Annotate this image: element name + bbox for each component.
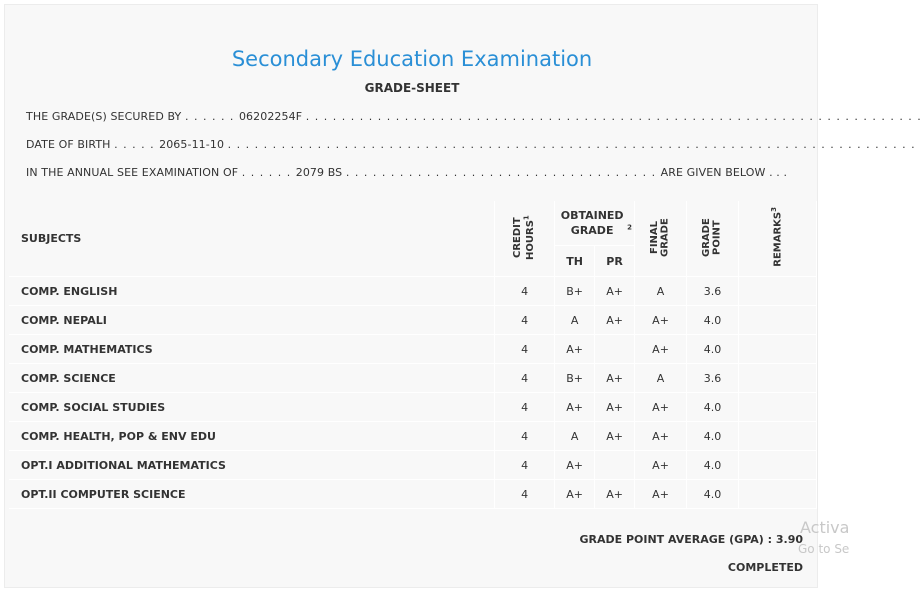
subject-cell: COMP. SCIENCE xyxy=(9,364,495,393)
credit-hours-cell: 4 xyxy=(495,451,555,480)
subject-cell: COMP. ENGLISH xyxy=(9,277,495,306)
subject-cell: COMP. HEALTH, POP & ENV EDU xyxy=(9,422,495,451)
credit-hours-cell: 4 xyxy=(495,306,555,335)
table-row xyxy=(9,335,817,364)
pr-grade-cell: A+ xyxy=(595,422,635,451)
subject-cell: COMP. NEPALI xyxy=(9,306,495,335)
pr-grade-cell: A+ xyxy=(595,480,635,509)
page-title: Secondary Education Examination xyxy=(231,47,593,71)
subject-cell: COMP. SOCIAL STUDIES xyxy=(9,393,495,422)
subject-cell: OPT.II COMPUTER SCIENCE xyxy=(9,480,495,509)
final-grade-cell: A+ xyxy=(635,393,687,422)
activation-watermark: Activa xyxy=(800,518,850,537)
remarks-cell xyxy=(739,422,817,451)
pr-grade-cell: A+ xyxy=(595,277,635,306)
completion-status: COMPLETED xyxy=(727,561,803,574)
th-grade-cell: A+ xyxy=(555,335,595,364)
pr-grade-cell xyxy=(595,335,635,364)
credit-hours-cell: 4 xyxy=(495,422,555,451)
subject-cell: COMP. MATHEMATICS xyxy=(9,335,495,364)
table-row xyxy=(9,422,817,451)
final-grade-cell: A+ xyxy=(635,335,687,364)
activation-watermark-hint: Go to Se xyxy=(798,542,850,556)
table-row xyxy=(9,480,817,509)
final-grade-cell: A+ xyxy=(635,422,687,451)
remarks-cell xyxy=(739,277,817,306)
remarks-cell xyxy=(739,364,817,393)
grades-table xyxy=(9,201,817,509)
final-grade-cell: A xyxy=(635,364,687,393)
pr-grade-cell: A+ xyxy=(595,364,635,393)
grade-point-cell: 3.6 xyxy=(687,364,739,393)
header-pr: PR xyxy=(595,246,635,277)
table-row xyxy=(9,364,817,393)
final-grade-cell: A+ xyxy=(635,451,687,480)
exam-value: 2079 BS xyxy=(295,166,343,179)
grade-point-cell: 4.0 xyxy=(687,422,739,451)
pr-grade-cell: A+ xyxy=(595,306,635,335)
credit-hours-cell: 4 xyxy=(495,393,555,422)
final-grade-cell: A+ xyxy=(635,480,687,509)
header-final-grade: FINAL GRADE xyxy=(635,201,687,277)
th-grade-cell: A xyxy=(555,422,595,451)
remarks-cell xyxy=(739,451,817,480)
grade-point-cell: 4.0 xyxy=(687,480,739,509)
remarks-cell xyxy=(739,480,817,509)
exam-label: IN THE ANNUAL SEE EXAMINATION OF xyxy=(26,166,239,179)
final-grade-cell: A+ xyxy=(635,306,687,335)
th-grade-cell: A+ xyxy=(555,451,595,480)
gpa-summary: GRADE POINT AVERAGE (GPA) : 3.90 xyxy=(579,533,803,546)
grade-point-cell: 4.0 xyxy=(687,393,739,422)
table-row xyxy=(9,451,817,480)
credit-hours-cell: 4 xyxy=(495,364,555,393)
exam-line: IN THE ANNUAL SEE EXAMINATION OF . . . . . . 2079 BS . . . . . . . . . . . . . . . . . . . . . . . . . . . . . . . . . . . ARE GIVEN BELOW . . . xyxy=(26,166,788,179)
table-header-row xyxy=(9,201,817,246)
secured-by-value: 06202254F xyxy=(238,110,303,123)
header-remarks: REMARKS$^3$ xyxy=(739,201,817,277)
exam-suffix: ARE GIVEN BELOW . . . xyxy=(660,166,788,179)
pr-grade-cell xyxy=(595,451,635,480)
th-grade-cell: B+ xyxy=(555,364,595,393)
header-credit-hours: CREDIT HOURS$^1$ xyxy=(495,201,555,277)
table-row xyxy=(9,393,817,422)
credit-hours-cell: 4 xyxy=(495,335,555,364)
dob-line: DATE OF BIRTH . . . . . 2065-11-10 . . . . . . . . . . . . . . . . . . . . . . . . . . . . . . . . . . . . . . . . . . . . . . . . . . . . . . . . . . . . . . . . . . . . . . . . . . . . . xyxy=(26,138,916,151)
page-subtitle: GRADE-SHEET xyxy=(364,81,460,95)
remarks-cell xyxy=(739,306,817,335)
remarks-cell xyxy=(739,335,817,364)
dob-value: 2065-11-10 xyxy=(159,138,225,151)
header-grade-point: GRADE POINT xyxy=(687,201,739,277)
grade-point-cell: 4.0 xyxy=(687,306,739,335)
grade-point-cell: 4.0 xyxy=(687,335,739,364)
th-grade-cell: A+ xyxy=(555,480,595,509)
th-grade-cell: A xyxy=(555,306,595,335)
remarks-cell xyxy=(739,393,817,422)
secured-by-label: THE GRADE(S) SECURED BY xyxy=(26,110,182,123)
grade-point-cell: 4.0 xyxy=(687,451,739,480)
secured-by-line: THE GRADE(S) SECURED BY . . . . . . 06202254F . . . . . . . . . . . . . . . . . . . . . . . . . . . . . . . . . . . . . . . . . . . . . . . . . . . . . . . . . . . . . . . . . . . . . xyxy=(26,110,922,123)
header-subjects: SUBJECTS xyxy=(9,201,495,277)
header-th: TH xyxy=(555,246,595,277)
subject-cell: OPT.I ADDITIONAL MATHEMATICS xyxy=(9,451,495,480)
grade-point-cell: 3.6 xyxy=(687,277,739,306)
dob-label: DATE OF BIRTH xyxy=(26,138,111,151)
credit-hours-cell: 4 xyxy=(495,277,555,306)
table-row xyxy=(9,306,817,335)
table-row xyxy=(9,277,817,306)
pr-grade-cell: A+ xyxy=(595,393,635,422)
header-obtained-grade: OBTAINED GRADE $^2$ xyxy=(555,201,635,246)
final-grade-cell: A xyxy=(635,277,687,306)
th-grade-cell: B+ xyxy=(555,277,595,306)
table-body xyxy=(9,277,817,509)
th-grade-cell: A+ xyxy=(555,393,595,422)
credit-hours-cell: 4 xyxy=(495,480,555,509)
